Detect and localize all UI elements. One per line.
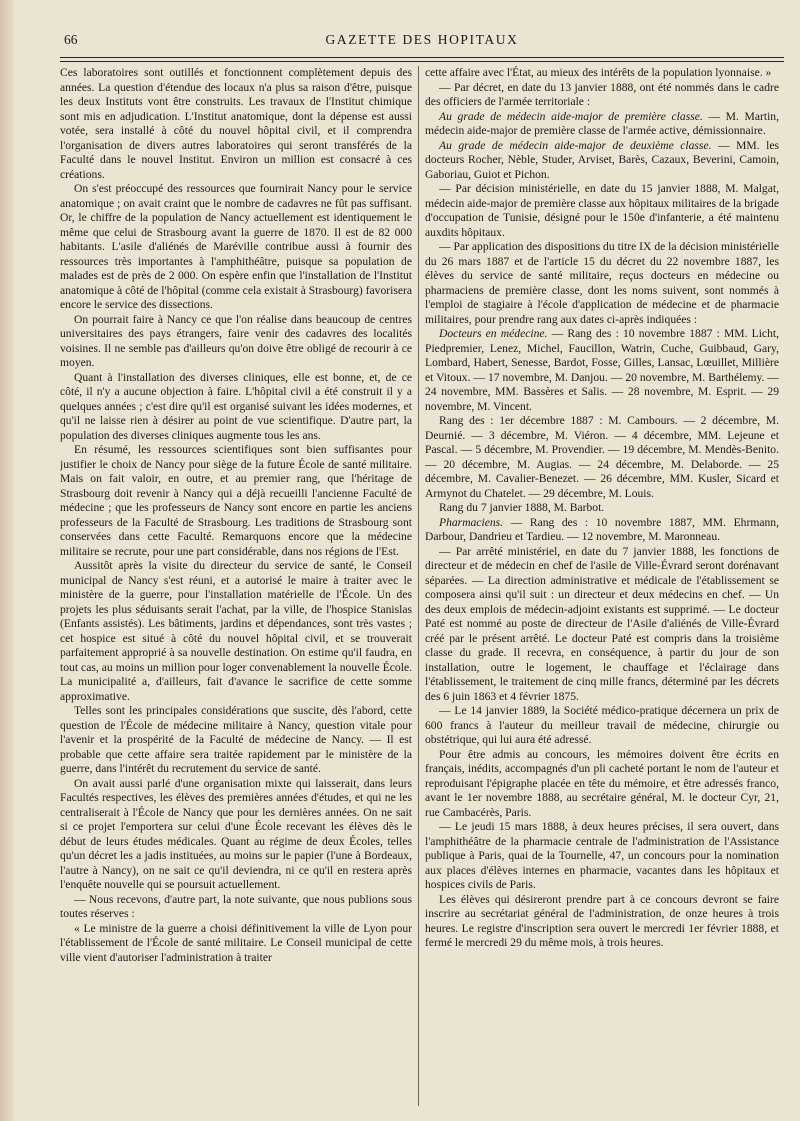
journal-title: GAZETTE DES HOPITAUX [325,32,519,47]
paragraph: Rang des : 1er décembre 1887 : M. Cambours. — 2 décembre, M. Deurnié. — 3 décembre, M. Viéron. — 4 décembre, MM. Lejeune et Pascal. — 5 décembre, M. Provendier. — 19 décembre, M. Mendès-Benito. — 20 décembre, M. Augias. — 24 décembre, M. Delaborde. — 25 décembre, M. Cavalier-Benezet. — 26 décembre, MM. Kusler, Sicard et Armynot du Chatelet. — 29 décembre, M. Louis. [425,414,779,500]
paragraph-italic-lead: Pharmaciens. — Rang des : 10 novembre 1887, MM. Ehrmann, Darbour, Dandrieu et Tardieu. — 12 novembre, M. Maronneau. [425,515,779,543]
column-divider [418,66,419,1106]
paragraph: On pourrait faire à Nancy ce que l'on réalise dans beaucoup de centres universitaires des pays étrangers, faire venir des cadavres des localités voisines. Il ne semble pas d'ailleurs qu'on doive être obligé de recourir à ce moyen. [60,312,412,369]
paragraph-italic-lead: Au grade de médecin aide-major de première classe. — M. Martin, médecin aide-major de première classe de l'armée active, démissionnaire. [425,109,779,137]
paragraph: « Le ministre de la guerre a choisi définitivement la ville de Lyon pour l'établissement de l'École de santé militaire. Le Conseil municipal de cette ville vient d'autoriser l'administration à traiter [60,921,412,964]
paragraph: — Par décret, en date du 13 janvier 1888, ont été nommés dans le cadre des officiers de l'armée territoriale : [425,80,779,108]
header-rule [60,57,784,58]
paragraph: Quant à l'installation des diverses cliniques, elle est bonne, et, de ce côté, il n'y a aucune objection à faire. L'hôpital civil a été construit il y a quelques années ; c'est dire qu'il est organisé suivant les idées modernes, et qu'il ne laisse rien à désirer au point de vue scientifique. D'autre part, la population des diverses cliniques augmente tous les ans. [60,370,412,442]
right-column [425,66,779,1111]
page-header [60,30,784,52]
paragraph: cette affaire avec l'État, au mieux des intérêts de la population lyonnaise. » [425,66,772,79]
paragraph: Telles sont les principales considérations que suscite, dès l'abord, cette question de l'École de médecine militaire à Nancy, question vitale pour l'avenir et la prospérité de la Faculté de médecine de Nancy. — Il est probable que cette affaire sera traitée rapidement par le ministère de la guerre, dans l'intérêt du recrutement du service de santé. [60,704,412,775]
paragraph-italic-lead: Docteurs en médecine. — Rang des : 10 novembre 1887 : MM. Licht, Piedpremier, Lenez, Michel, Faucillon, Watrin, Cuche, Guibbaud, Gary, Lombard, Habert, Senesse, Bardot, Fosse, Gilles, Lansac, Lœuillet, Millière et Vitoux. — 17 novembre, M. Danjou. — 20 novembre, M. Barthélemy. — 24 novembre, MM. Bassères et Salis. — 28 novembre, M. Esprit. — 29 novembre, M. Vincent. [425,327,779,413]
binding-edge [0,0,14,1121]
paragraph: Pour être admis au concours, les mémoires doivent être écrits en français, inédits, accompagnés d'un pli cacheté portant le nom de l'auteur et reproduisant l'épigraphe placée en tête du mémoire, et être adressés franco, avant le 1er novembre 1888, au secrétaire général, M. le docteur Cyr, 21, rue Cambacérès, Paris. [425,747,779,819]
page-number: 66 [64,32,78,47]
paragraph: — Nous recevons, d'autre part, la note suivante, que nous publions sous toutes réserves : [60,892,412,920]
paragraph: En résumé, les ressources scientifiques sont bien suffisantes pour justifier le choix de Nancy pour siège de la future École de santé militaire. Mais on fait valoir, en outre, et au premier rang, que l'héritage de Strasbourg doit revenir à Nancy qui a déjà recueilli l'ancienne Faculté de médecine ; que les professeurs de Nancy sont encore en partie les anciens professeurs de la Faculté de Strasbourg. Les traditions de Strasbourg sont conservées dans cette Faculté. Remarquons encore que la médecine militaire se recrute, pour une part considérable, dans nos régions de l'Est. [60,443,412,558]
paragraph: Les élèves qui désireront prendre part à ce concours devront se faire inscrire au secrétariat général de l'administration, de onze heures à trois heures. Le registre d'inscription sera ouvert le mercredi 1er février 1888, et fermé le mercredi 29 du même mois, à trois heures. [425,892,779,949]
paragraph: On s'est préoccupé des ressources que fournirait Nancy pour le service anatomique ; on avait craint que le nombre de cadavres ne fût pas suffisant. Or, le chiffre de la population de Nancy actuellement est identiquement le même que celui de Strasbourg avant la guerre de 1870. Il est de 82 000 habitants. L'asile d'aliénés de Maréville contribue aussi à fournir des ressources très importantes à l'amphithéâtre, puisque sa population de malades est de près de 2 000. On espère enfin que l'installation de l'Institut anatomique à côté de l'hôpital (comme cela existait à Strasbourg) favorisera encore le service des dissections. [60,182,412,311]
paragraph: — Par décision ministérielle, en date du 15 janvier 1888, M. Malgat, médecin aide-major de première classe aux hôpitaux militaires de la brigade d'occupation de Tunisie, désigné pour le 150e d'infanterie, a été maintenu auxdits hôpitaux. [425,182,779,239]
paragraph: — Le 14 janvier 1889, la Société médico-pratique décernera un prix de 600 francs à l'auteur du meilleur travail de médecine, chirurgie ou obstétrique, qui lui aura été adressé. [425,704,779,746]
paragraph: — Par arrêté ministériel, en date du 7 janvier 1888, les fonctions de directeur et de médecin en chef de l'asile de Ville-Évrard seront dorénavant séparées. — La direction administrative et médicale de l'établissement se composera ainsi qu'il suit : un directeur et deux médecins en chef. — Un des deux emplois de médecin-adjoint existants est supprimé. — Le docteur Paté est nommé au poste de directeur de l'Asile d'aliénés de Ville-Évrard créé par le présent arrêté. Le docteur Paté est compris dans la troisième classe du grade. Il recevra, en conséquence, à partir du jour de son installation, outre le logement, le chauffage et l'éclairage dans l'établissement, le traitement de cinq mille francs, déterminé par les décrets des 6 juin 1863 et 4 février 1875. [425,544,779,703]
paragraph: On avait aussi parlé d'une organisation mixte qui laisserait, dans leurs Facultés respectives, les élèves des premières années d'études, et qui ne les centraliserait à l'École de Nancy que pour les dernières années. On ne sait si ce projet l'emportera sur celui d'une École recevant les élèves dès le début de leurs études médicales. Quant au régime de deux Écoles, telles qu'un décret les a jadis instituées, au moins sur le papier (l'une à Bordeaux, l'autre à Nancy), on ne sait ce qu'il deviendra, ni ce qu'il en restera après l'enquête nouvelle qui se poursuit actuellement. [60,776,412,891]
paragraph: — Le jeudi 15 mars 1888, à deux heures précises, il sera ouvert, dans l'amphithéâtre de la pharmacie centrale de l'administration de l'Assistance publique à Paris, quai de la Tournelle, 47, un concours pour la nomination aux places d'élèves internes en pharmacie, vacantes dans les hôpitaux et hospices civils de Paris. [425,820,779,891]
left-column [60,66,412,1111]
header-rule-thin [60,61,784,62]
paragraph: Rang du 7 janvier 1888, M. Barbot. [439,501,605,514]
paragraph: Ces laboratoires sont outillés et fonctionnent complètement depuis des années. La question d'étendue des locaux n'a plus sa raison d'être, puisque les deux Instituts vont être construits. Les travaux de l'Institut chimique sont mis en adjudication. L'Institut anatomique, dont la dépense est aussi votée, sera installé à côté du nouvel hôpital civil, et il comprendra l'organisation de divers autres laboratoires qui seront transférés de la Faculté dans le nouvel Institut. Environ un million est consacré à ces créations. [60,66,412,181]
paragraph: — Par application des dispositions du titre IX de la décision ministérielle du 26 mars 1887 et de l'article 15 du décret du 22 novembre 1887, les élèves du service de santé militaire, reçus docteurs en médecine ou pharmaciens de première classe, dont les noms suivent, sont nommés à l'emploi de stagiaire à l'école d'application de médecine et de pharmacie militaires, pour prendre rang aux dates ci-après indiquées : [425,240,779,326]
paragraph-italic-lead: Au grade de médecin aide-major de deuxième classe. — MM. les docteurs Rocher, Nèble, Studer, Arviset, Barès, Cazaux, Beverini, Camoin, Gaboriau, Guiot et Pichon. [425,138,779,181]
paragraph: Aussitôt après la visite du directeur du service de santé, le Conseil municipal de Nancy s'est réuni, et a autorisé le maire à traiter avec le ministère de la guerre, pour l'installation matérielle de l'École. Un des projets les plus séduisants serait l'achat, par la ville, de l'hospice Stanislas (Enfants assistés). Les bâtiments, jardins et dépendances, sont très vastes ; cet hospice est situé à côté du nouvel hôpital civil, et se trouverait parfaitement approprié à sa nouvelle destination. On estime qu'il faudra, en tout cas, au moins un million pour loger convenablement la nouvelle École. La municipalité a, d'ailleurs, fait d'avance le sacrifice de cette somme approximative. [60,559,412,703]
